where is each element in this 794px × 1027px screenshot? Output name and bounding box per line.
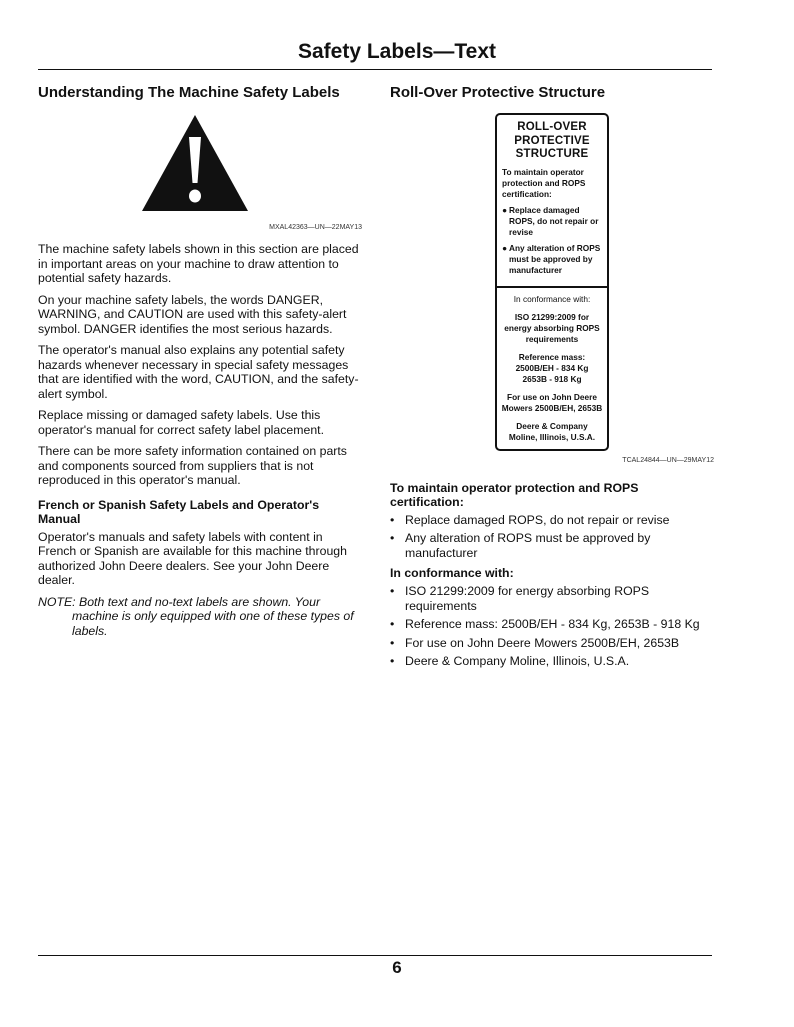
figure-code: TCAL24844—UN—29MAY12: [622, 456, 714, 464]
label-lower-panel: [497, 288, 607, 449]
subheading: French or Spanish Safety Labels and Operator's Manual: [38, 497, 320, 526]
rops-safety-label: [495, 113, 609, 451]
list-item: [390, 531, 714, 560]
left-column: [38, 83, 362, 638]
info-heading: To maintain operator protection and ROPS certification:: [390, 480, 639, 509]
label-bullet: [502, 205, 602, 238]
label-intro: To maintain operator protection and ROPS certification:: [502, 166, 586, 199]
info-heading: In conformance with:: [390, 566, 514, 580]
list-item-text: Replace damaged ROPS, do not repair or revise: [405, 512, 670, 527]
list-item: [390, 584, 714, 613]
note: NOTE: Both text and no-text labels are shown. Your machine is only equipped with one of these types of labels.: [38, 594, 354, 638]
left-section-heading: Understanding The Machine Safety Labels: [38, 84, 340, 101]
label-bullet-text: Any alteration of ROPS must be approved by manufacturer: [509, 242, 601, 275]
label-title: [502, 121, 602, 162]
paragraph: Operator's manuals and safety labels with content in French or Spanish are available for this machine through authorized John Deere dealers. See your John Deere dealer.: [38, 529, 347, 587]
paragraph: The operator's manual also explains any potential safety hazards whenever necessary in special safety messages that are identified with the word, CAUTION, and the safety-alert symbol.: [38, 343, 359, 401]
bullet-dot-icon: ●: [502, 242, 508, 253]
label-use-on: For use on John Deere Mowers 2500B/EH, 2653B: [501, 391, 603, 413]
page-title: Safety Labels—Text: [297, 40, 496, 63]
bullet-icon: •: [390, 654, 395, 668]
bullet-icon: •: [390, 512, 395, 527]
label-title-line: PROTECTIVE: [514, 134, 590, 147]
list-item-text: For use on John Deere Mowers 2500B/EH, 2653B: [405, 635, 680, 650]
right-section-heading: Roll-Over Protective Structure: [390, 84, 606, 101]
paragraph: Replace missing or damaged safety labels. Use this operator's manual for correct safety label placement.: [38, 408, 324, 437]
header-rule: [38, 69, 712, 70]
right-column: [390, 83, 714, 675]
label-title-line: STRUCTURE: [515, 148, 589, 160]
list-item: [390, 513, 714, 528]
footer-rule: [38, 955, 712, 956]
label-reference-line: 2653B - 918 Kg: [522, 373, 582, 384]
bullet-icon: •: [390, 635, 395, 650]
label-bullet: [502, 243, 602, 276]
label-conformance: In conformance with:: [513, 293, 591, 304]
list-item-text: Any alteration of ROPS must be approved by manufacturer: [405, 531, 651, 560]
label-company: Deere & Company Moline, Illinois, U.S.A.: [508, 420, 596, 442]
list-item-text: ISO 21299:2009 for energy absorbing ROPS requirements: [405, 584, 650, 613]
bullet-icon: •: [390, 617, 395, 631]
list-item-text: Deere & Company Moline, Illinois, U.S.A.: [405, 654, 630, 668]
paragraph: There can be more safety information contained on parts and components sourced from suppliers that is not reproduced in this operator's manual.: [38, 444, 347, 487]
list-item-text: Reference mass: 2500B/EH - 834 Kg, 2653B - 918 Kg: [405, 617, 700, 631]
safety-alert-triangle-icon: [140, 113, 250, 213]
list-item: [390, 617, 714, 632]
list-item: [390, 654, 714, 669]
label-bullet-text: Replace damaged ROPS, do not repair or revise: [509, 204, 599, 237]
label-reference-line: 2500B/EH - 834 Kg: [515, 362, 589, 373]
safety-alert-figure: [38, 113, 362, 251]
info-list: [390, 584, 714, 669]
label-reference-mass: Reference mass:: [518, 351, 586, 362]
page-number: 6: [392, 958, 402, 977]
figure-code: MXAL42363—UN—22MAY13: [269, 224, 362, 231]
paragraph: The machine safety labels shown in this section are placed in important areas on your machine to draw attention to potential safety hazards.: [38, 242, 359, 285]
list-item: [390, 636, 714, 651]
label-title-line: ROLL-OVER: [517, 121, 587, 133]
info-list: [390, 513, 714, 561]
paragraph: On your machine safety labels, the words DANGER, WARNING, and CAUTION are used with this safety-alert symbol. DANGER identifies the most serious hazards.: [38, 292, 347, 336]
label-upper-panel: [497, 115, 607, 280]
bullet-icon: •: [390, 584, 395, 598]
rops-info: [390, 481, 714, 669]
bullet-dot-icon: ●: [502, 204, 508, 215]
label-iso: ISO 21299:2009 for energy absorbing ROPS requirements: [504, 311, 600, 344]
bullet-icon: •: [390, 531, 395, 545]
